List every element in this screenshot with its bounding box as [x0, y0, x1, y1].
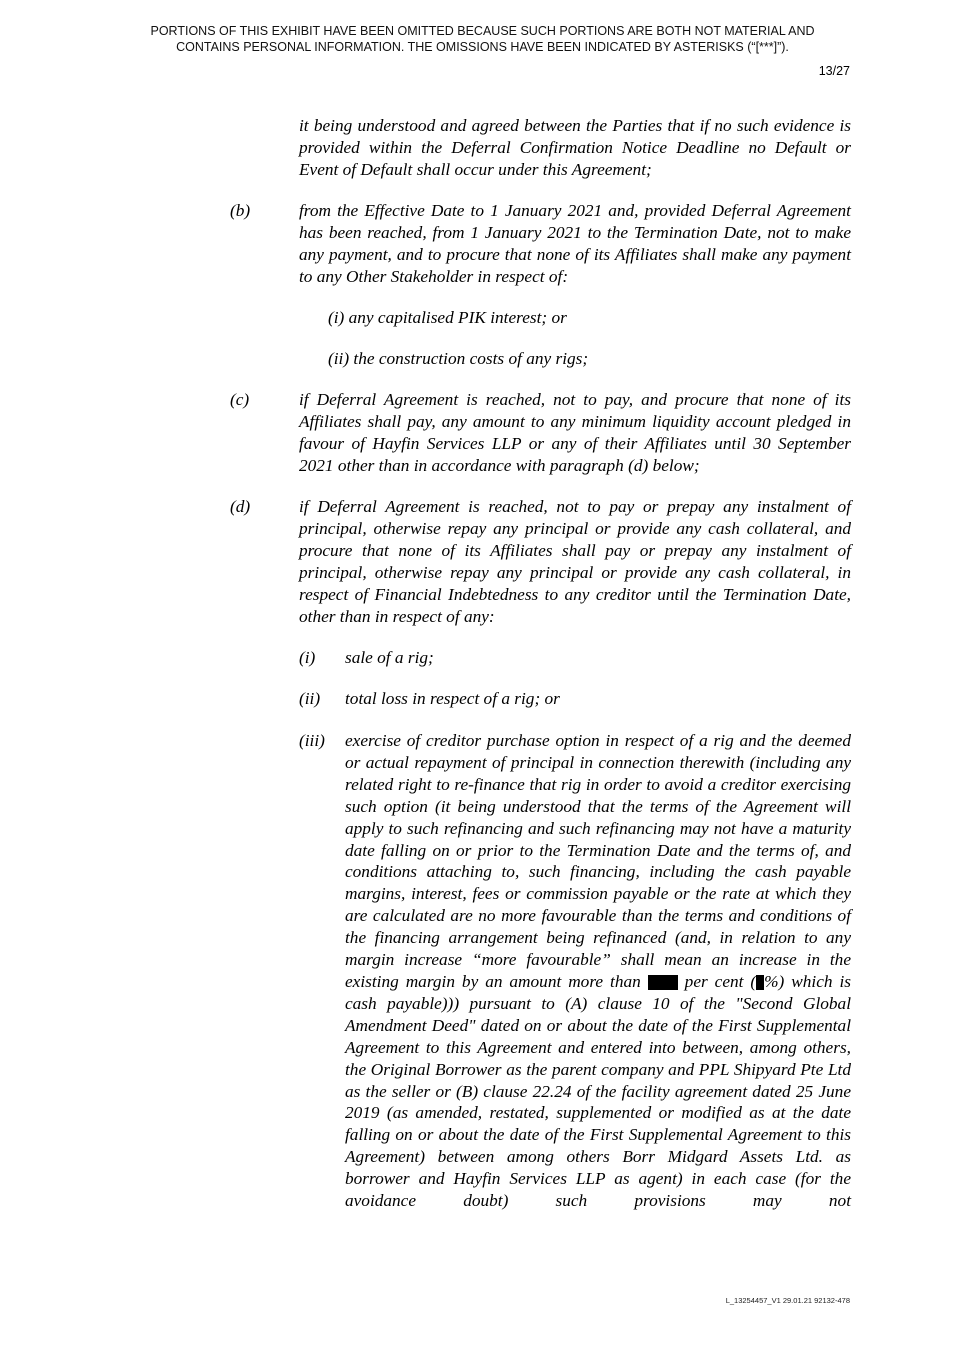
clause-c-label: (c): [230, 390, 250, 409]
clause-d-item-iii-label: (iii): [299, 731, 325, 750]
redaction-notice-header: [100, 23, 865, 55]
item-iii-text-part-1: exercise of creditor purchase option in respect of a rig and the deemed or actual repayment of principal in connection therewith (including any related right to re-finance that rig in order to avoid a creditor exercising such option (it being understood that the terms of the Agreement will apply to such refinancing and such refinancing may not have a maturity date falling on or prior to the Termination Date and the terms of, and conditions attaching to, such financing, including the cash payable margins, interest, fees or commission payable or the rate at which they are calculated are no more favourable than the terms and conditions of the financing arrangement being refinanced (and, in relation to any margin increase “more favourable” shall mean an increase in the existing margin by an amount more than: [345, 731, 851, 991]
clause-d-item-i-label: (i): [299, 648, 316, 667]
clause-c-text: if Deferral Agreement is reached, not to pay, and procure that none of its Affiliates shall pay, any amount to any minimum liquidity account pledged in favour of Hayfin Services LLP or any of their Affiliates until 30 September 2021 other than in accordance with paragraph (d) below;: [299, 390, 851, 475]
header-line-1: PORTIONS OF THIS EXHIBIT HAVE BEEN OMITTED BECAUSE SUCH PORTIONS ARE BOTH NOT MATERIAL AND: [150, 24, 815, 38]
redaction-block: [648, 975, 678, 990]
header-line-2: CONTAINS PERSONAL INFORMATION. THE OMISSIONS HAVE BEEN INDICATED BY ASTERISKS (“[***]”).: [176, 40, 789, 54]
clause-d-item-i-text: sale of a rig;: [345, 648, 434, 667]
clause-d-label: (d): [230, 497, 251, 516]
document-reference-footer: L_13254457_V1 29.01.21 92132-478: [725, 1296, 850, 1305]
redaction-block-small: [756, 975, 764, 990]
item-iii-text-part-3: %) which is cash payable))) pursuant to (A) clause 10 of the "Second Global Amendment Deed" dated on or about the date of the First Supplemental Agreement to this Agreement and entered into between, among others, the Original Borrower as the parent company and PPL Shipyard Pte Ltd as the seller or (B) clause 22.24 of the facility agreement dated 25 June 2019 (as amended, restated, supplemented or modified as at the date falling on or about the date of the First Supplemental Agreement to this Agreement) between among others Borr Midgard Assets Ltd. as borrower and Hayfin Services LLP as agent) in each case (for the avoidance doubt) such provisions may not: [345, 971, 851, 1211]
clause-d-item-iii-text: [345, 730, 851, 1212]
clause-b-label: (b): [230, 201, 251, 220]
clause-b-item-ii: (ii) the construction costs of any rigs;: [328, 349, 589, 368]
intro-paragraph: it being understood and agreed between the Parties that if no such evidence is provided within the Deferral Confirmation Notice Deadline no Default or Event of Default shall occur under this Agreement;: [299, 116, 851, 179]
clause-b-item-i: (i) any capitalised PIK interest; or: [328, 308, 567, 327]
clause-b-text: from the Effective Date to 1 January 2021 and, provided Deferral Agreement has been reached, from 1 January 2021 to the Termination Date, not to make any payment, and to procure that none of its Affiliates shall make any payment to any Other Stakeholder in respect of:: [299, 201, 851, 286]
clause-d-text: if Deferral Agreement is reached, not to pay or prepay any instalment of principal, otherwise repay any principal or provide any cash collateral, and procure that none of its Affiliates shall pay or prepay any instalment of principal, otherwise repay any principal or provide any cash collateral, in respect of Financial Indebtedness to any creditor until the Termination Date, other than in respect of any:: [299, 497, 851, 626]
page-number: 13/27: [818, 64, 850, 78]
clause-d-item-ii-text: total loss in respect of a rig; or: [345, 689, 560, 708]
item-iii-text-part-2: per cent (: [684, 971, 757, 991]
clause-d-item-ii-label: (ii): [299, 689, 321, 708]
